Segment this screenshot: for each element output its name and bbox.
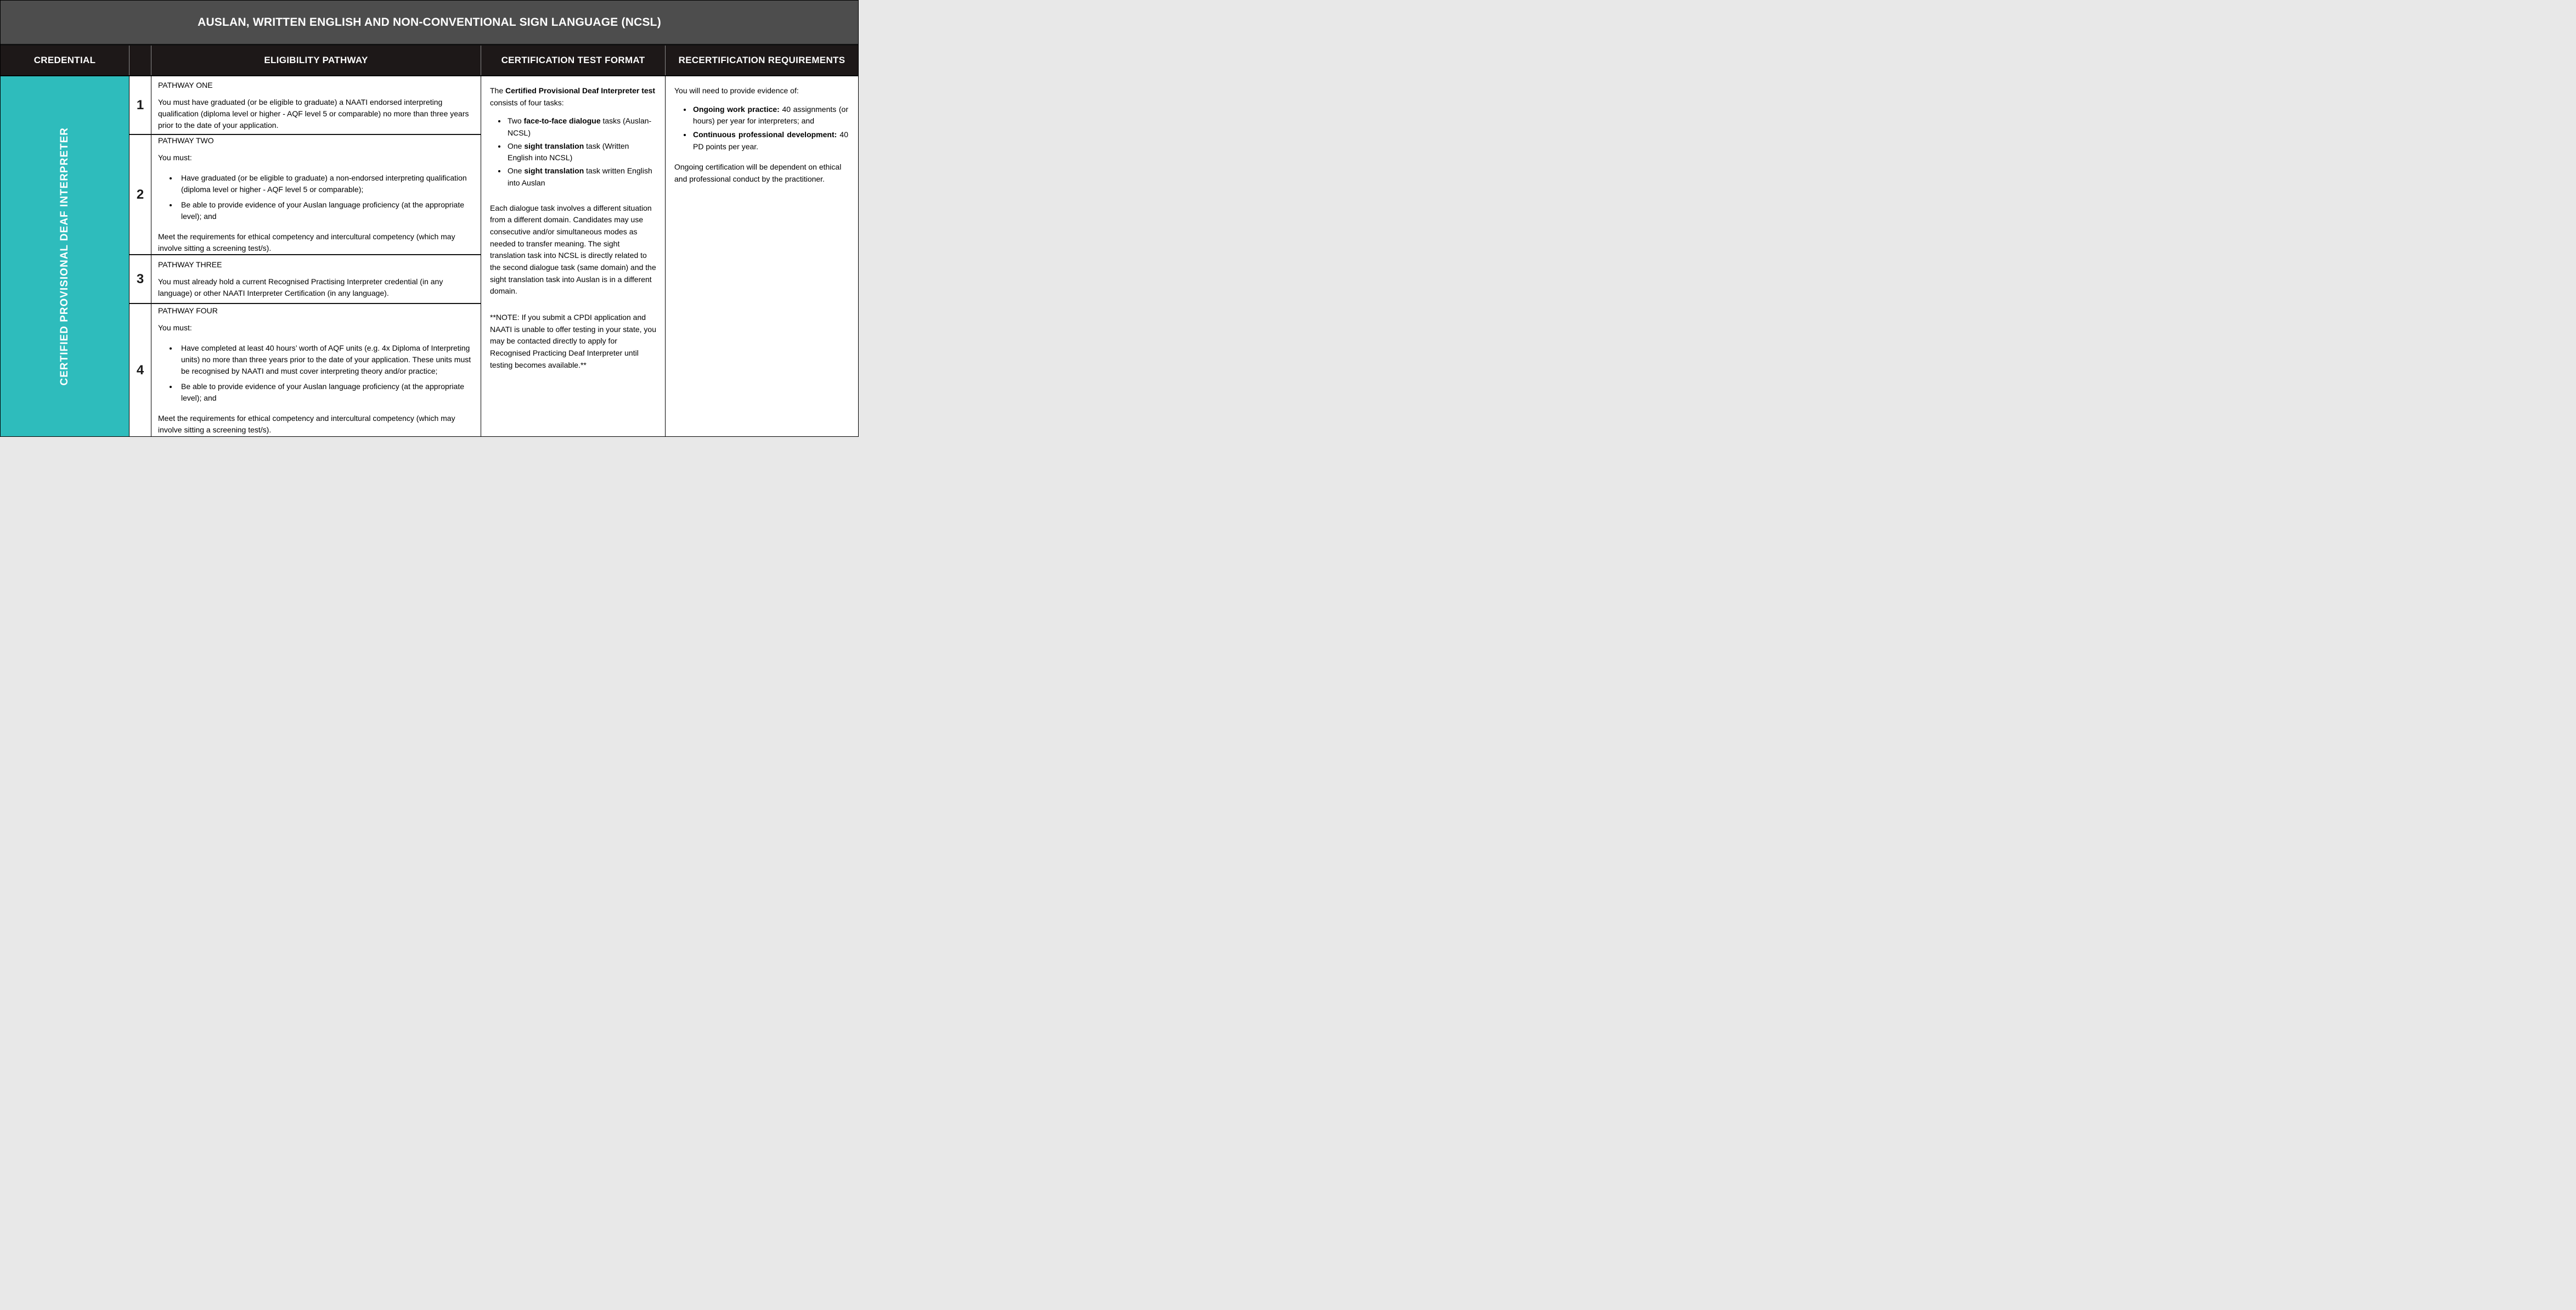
pathway-4-number: 4 xyxy=(129,304,151,436)
header-recertification-requirements: RECERTIFICATION REQUIREMENTS xyxy=(678,55,845,65)
pathway-3-number: 3 xyxy=(129,255,151,303)
header-eligibility-pathway: ELIGIBILITY PATHWAY xyxy=(151,46,481,75)
pathway-2-number: 2 xyxy=(129,135,151,254)
recertification-bullet: • Ongoing work practice: 40 assignments (or hours) per year for interpreters; and xyxy=(692,104,848,127)
table-body xyxy=(1,76,858,436)
test-format-intro: The Certified Provisional Deaf Interpreter test consists of four tasks: xyxy=(490,86,656,107)
pathway-row-2 xyxy=(129,135,481,255)
pathway-row-3 xyxy=(129,255,481,304)
table-header-row xyxy=(1,46,858,76)
pathway-4-intro: You must: xyxy=(158,323,192,332)
pathway-1-content xyxy=(151,76,481,134)
pathway-2-intro: You must: xyxy=(158,153,192,162)
pathway-1-number: 1 xyxy=(129,76,151,134)
pathway-row-4 xyxy=(129,304,481,436)
recertification-requirements-cell xyxy=(666,76,858,436)
pathway-2-bullet: • Have graduated (or be eligible to graduate) a non-endorsed interpreting qualification (diploma level or higher - AQF level 5 or comparable); xyxy=(178,172,473,195)
recertification-intro: You will need to provide evidence of: xyxy=(674,86,799,95)
test-format-note: **NOTE: If you submit a CPDI application and NAATI is unable to offer testing in your state, you may be contacted directly to apply for Recognised Practicing Deaf Interpreter until testing becomes available.** xyxy=(490,313,656,369)
pathway-2-content xyxy=(151,135,481,254)
credential-name-vertical: CERTIFIED PROVISIONAL DEAF INTERPRETER xyxy=(59,127,70,386)
test-format-paragraph: Each dialogue task involves a different situation from a different domain. Candidates may use consecutive and/or simultaneous modes as needed to transfer meaning. The sight translation task into NCSL is directly related to the second dialogue task (same domain) and the sight translation task into Auslan is in a different domain. xyxy=(490,203,656,296)
eligibility-pathways-column xyxy=(129,76,481,436)
header-credential: CREDENTIAL xyxy=(1,46,129,75)
pathway-2-heading: PATHWAY TWO xyxy=(158,136,214,145)
header-certification-test-format: CERTIFICATION TEST FORMAT xyxy=(481,46,666,75)
pathway-3-heading: PATHWAY THREE xyxy=(158,260,222,269)
recertification-bullet-list xyxy=(674,104,848,153)
recertification-bullet: • Continuous professional development: 40 PD points per year. xyxy=(692,129,848,153)
document-title-bar xyxy=(1,1,858,46)
test-format-bullet: • One sight translation task written English into Auslan xyxy=(506,165,656,189)
credential-cell xyxy=(1,76,129,436)
pathway-2-bullet: • Be able to provide evidence of your Auslan language proficiency (at the appropriate level); and xyxy=(178,199,473,222)
pathway-4-bullet: • Have completed at least 40 hours’ worth of AQF units (e.g. 4x Diploma of Interpreting units) no more than three years prior to the date of your application. These units must be recognised by NAATI and must cover interpreting theory and/or practice; xyxy=(178,342,473,377)
test-format-bullet-list xyxy=(490,115,656,189)
certification-test-format-cell xyxy=(481,76,666,436)
pathway-4-outro: Meet the requirements for ethical competency and intercultural competency (which may involve sitting a screening test/s). xyxy=(158,413,455,434)
pathway-4-heading: PATHWAY FOUR xyxy=(158,306,218,315)
pathway-3-content xyxy=(151,255,481,303)
pathway-4-bullet-list xyxy=(158,339,473,408)
test-format-bullet: • Two face-to-face dialogue tasks (Auslan-NCSL) xyxy=(506,115,656,139)
document-page xyxy=(0,0,859,437)
pathway-row-1 xyxy=(129,76,481,135)
pathway-2-bullet-list xyxy=(158,168,473,226)
pathway-1-paragraph: You must have graduated (or be eligible to graduate) a NAATI endorsed interpreting qualification (diploma level or higher - AQF level 5 or comparable) no more than three years prior to the date of your application. xyxy=(158,97,469,130)
recertification-outro: Ongoing certification will be dependent on ethical and professional conduct by the practitioner. xyxy=(674,162,842,184)
test-format-bullet: • One sight translation task (Written English into NCSL) xyxy=(506,140,656,164)
pathway-3-paragraph: You must already hold a current Recognised Practising Interpreter credential (in any language) or other NAATI Interpreter Certification (in any language). xyxy=(158,277,443,297)
pathway-2-outro: Meet the requirements for ethical competency and intercultural competency (which may involve sitting a screening test/s). xyxy=(158,232,455,252)
pathway-4-bullet: • Be able to provide evidence of your Auslan language proficiency (at the appropriate level); and xyxy=(178,381,473,404)
pathway-4-content xyxy=(151,304,481,436)
document-title: AUSLAN, WRITTEN ENGLISH AND NON-CONVENTIONAL SIGN LANGUAGE (NCSL) xyxy=(198,15,661,29)
header-pathway-number-column xyxy=(129,46,151,75)
pathway-1-heading: PATHWAY ONE xyxy=(158,80,213,89)
